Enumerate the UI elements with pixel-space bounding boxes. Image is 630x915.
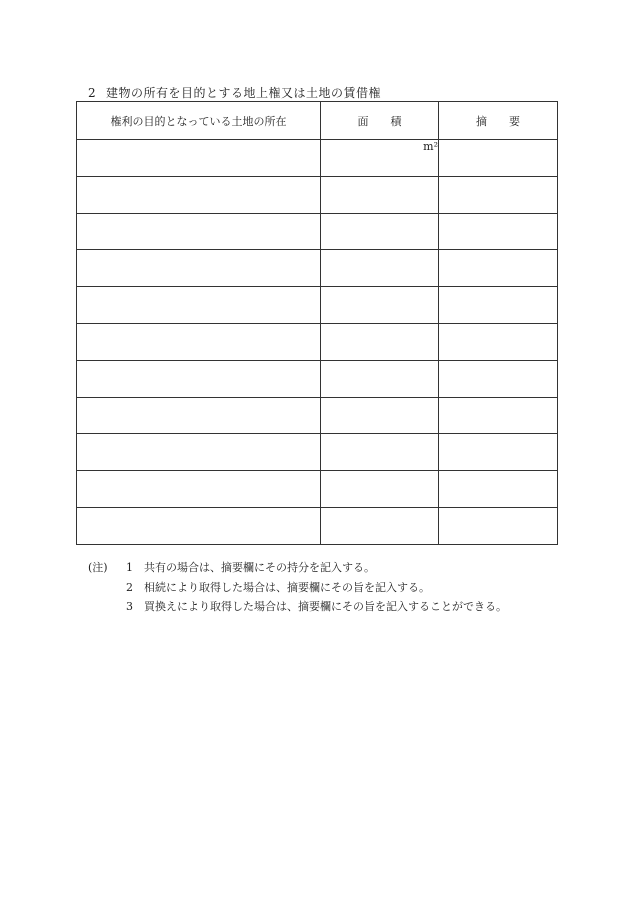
notes-label: (注) — [88, 561, 108, 574]
area-cell[interactable] — [321, 250, 439, 287]
location-cell[interactable] — [77, 213, 321, 250]
note-number: 3 — [126, 600, 133, 613]
area-cell[interactable] — [321, 471, 439, 508]
location-cell[interactable] — [77, 323, 321, 360]
area-unit: m² — [423, 140, 438, 153]
area-cell[interactable] — [321, 213, 439, 250]
note-number: 2 — [126, 580, 133, 594]
table-row — [77, 176, 558, 213]
area-cell[interactable] — [321, 360, 439, 397]
note-text: 買換えにより取得した場合は、摘要欄にその旨を記入することができる。 — [144, 600, 507, 613]
remarks-cell[interactable] — [439, 360, 558, 397]
area-cell[interactable] — [321, 287, 439, 324]
remarks-cell[interactable] — [439, 397, 558, 434]
table-row — [77, 250, 558, 287]
header-remarks: 摘 要 — [439, 102, 558, 140]
section-title: 建物の所有を目的とする地上権又は土地の賃借権 — [106, 86, 382, 100]
location-cell[interactable] — [77, 176, 321, 213]
remarks-cell[interactable] — [439, 213, 558, 250]
table-row — [77, 213, 558, 250]
table-row — [77, 397, 558, 434]
location-cell[interactable] — [77, 360, 321, 397]
note-item — [88, 578, 507, 598]
area-cell[interactable] — [321, 176, 439, 213]
remarks-cell[interactable] — [439, 507, 558, 544]
table-row — [77, 434, 558, 471]
table-row — [77, 287, 558, 324]
table-row — [77, 507, 558, 544]
remarks-cell[interactable] — [439, 471, 558, 508]
location-cell[interactable] — [77, 397, 321, 434]
location-cell[interactable] — [77, 140, 321, 177]
note-item — [88, 597, 507, 617]
area-cell[interactable] — [321, 434, 439, 471]
area-cell[interactable] — [321, 140, 439, 177]
remarks-cell[interactable] — [439, 323, 558, 360]
remarks-cell[interactable] — [439, 140, 558, 177]
remarks-cell[interactable] — [439, 434, 558, 471]
land-rights-table — [76, 101, 558, 545]
location-cell[interactable] — [77, 287, 321, 324]
area-cell[interactable] — [321, 507, 439, 544]
note-number: 1 — [126, 561, 133, 574]
remarks-cell[interactable] — [439, 250, 558, 287]
table-row — [77, 323, 558, 360]
location-cell[interactable] — [77, 250, 321, 287]
area-cell[interactable] — [321, 397, 439, 434]
remarks-cell[interactable] — [439, 176, 558, 213]
location-cell[interactable] — [77, 434, 321, 471]
table-row — [77, 140, 558, 177]
note-item — [88, 558, 507, 578]
section-heading — [88, 84, 381, 101]
location-cell[interactable] — [77, 507, 321, 544]
table-row — [77, 471, 558, 508]
section-number: 2 — [88, 86, 97, 100]
location-cell[interactable] — [77, 471, 321, 508]
area-cell[interactable] — [321, 323, 439, 360]
header-area: 面 積 — [321, 102, 439, 140]
table-row — [77, 360, 558, 397]
header-location: 権利の目的となっている土地の所在 — [77, 102, 321, 140]
note-text: 相続により取得した場合は、摘要欄にその旨を記入する。 — [144, 580, 430, 594]
notes-section — [88, 558, 507, 617]
table-header-row — [77, 102, 558, 140]
note-text: 共有の場合は、摘要欄にその持分を記入する。 — [144, 561, 375, 574]
remarks-cell[interactable] — [439, 287, 558, 324]
